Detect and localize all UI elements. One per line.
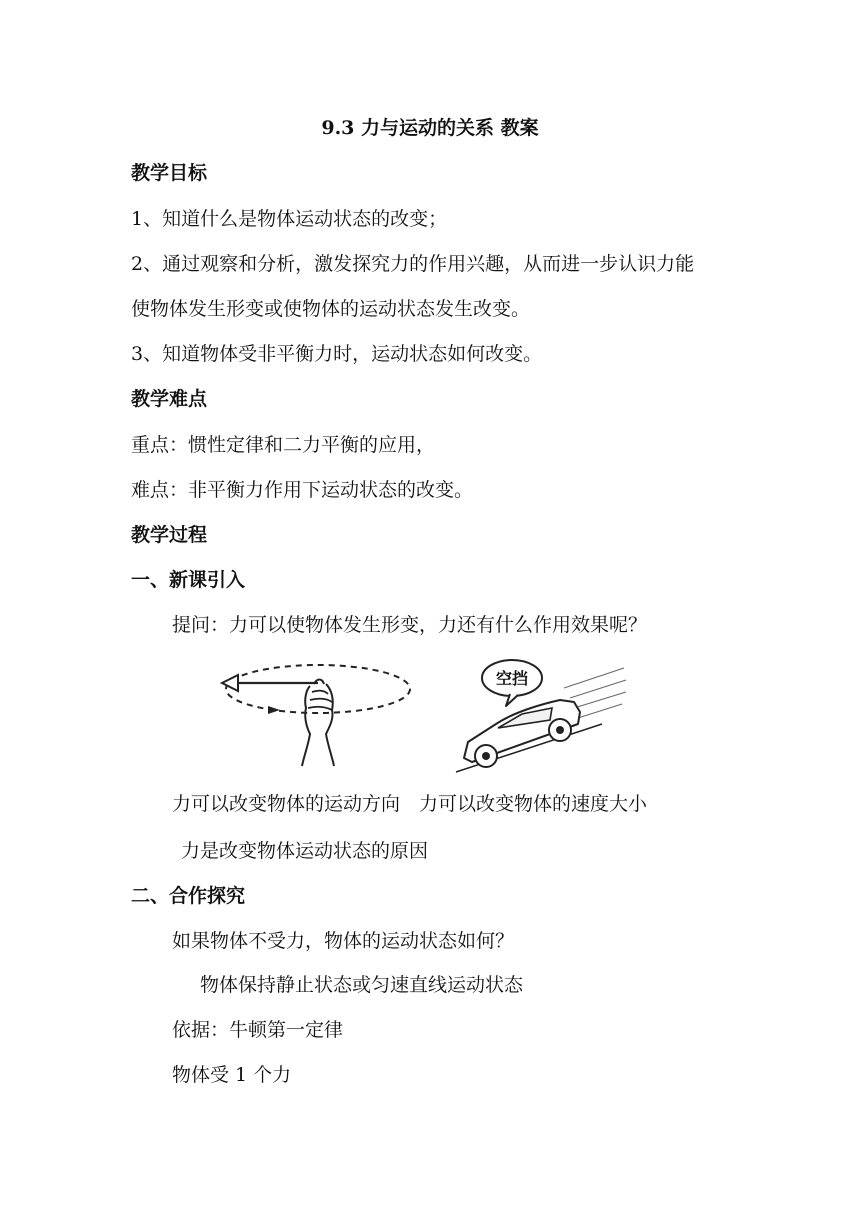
intro-question: 提问：力可以使物体发生形变，力还有什么作用效果呢？ xyxy=(172,614,648,636)
process-heading: 教学过程 xyxy=(131,524,208,546)
intro-conclusion: 力是改变物体运动状态的原因 xyxy=(181,840,429,862)
document-title: 9.3 力与运动的关系 教案 xyxy=(321,117,539,139)
intro-heading: 一、新课引入 xyxy=(131,569,246,591)
car-bubble-text: 空挡 xyxy=(495,669,529,688)
explore-question: 如果物体不受力，物体的运动状态如何？ xyxy=(172,930,515,952)
explore-answer: 物体保持静止状态或匀速直线运动状态 xyxy=(200,974,524,996)
car-neutral-illustration xyxy=(452,652,628,774)
key-point: 重点：惯性定律和二力平衡的应用， xyxy=(131,434,436,456)
explore-one-force: 物体受 1 个力 xyxy=(172,1064,292,1086)
objectives-heading: 教学目标 xyxy=(131,162,208,184)
objective-item-3: 3、知道物体受非平衡力时，运动状态如何改变。 xyxy=(131,343,543,365)
objective-item-2-cont: 使物体发生形变或使物体的运动状态发生改变。 xyxy=(131,298,531,320)
objective-item-1: 1、知道什么是物体运动状态的改变； xyxy=(131,208,448,230)
explore-heading: 二、合作探究 xyxy=(131,885,246,907)
hard-point: 难点：非平衡力作用下运动状态的改变。 xyxy=(131,479,474,501)
figure-caption: 力可以改变物体的运动方向 力可以改变物体的速度大小 xyxy=(172,793,648,815)
difficulties-heading: 教学难点 xyxy=(131,388,208,410)
explore-basis: 依据：牛顿第一定律 xyxy=(172,1019,344,1041)
circular-motion-illustration xyxy=(218,656,418,768)
objective-item-2: 2、通过观察和分析，激发探究力的作用兴趣，从而进一步认识力能 xyxy=(131,253,695,275)
